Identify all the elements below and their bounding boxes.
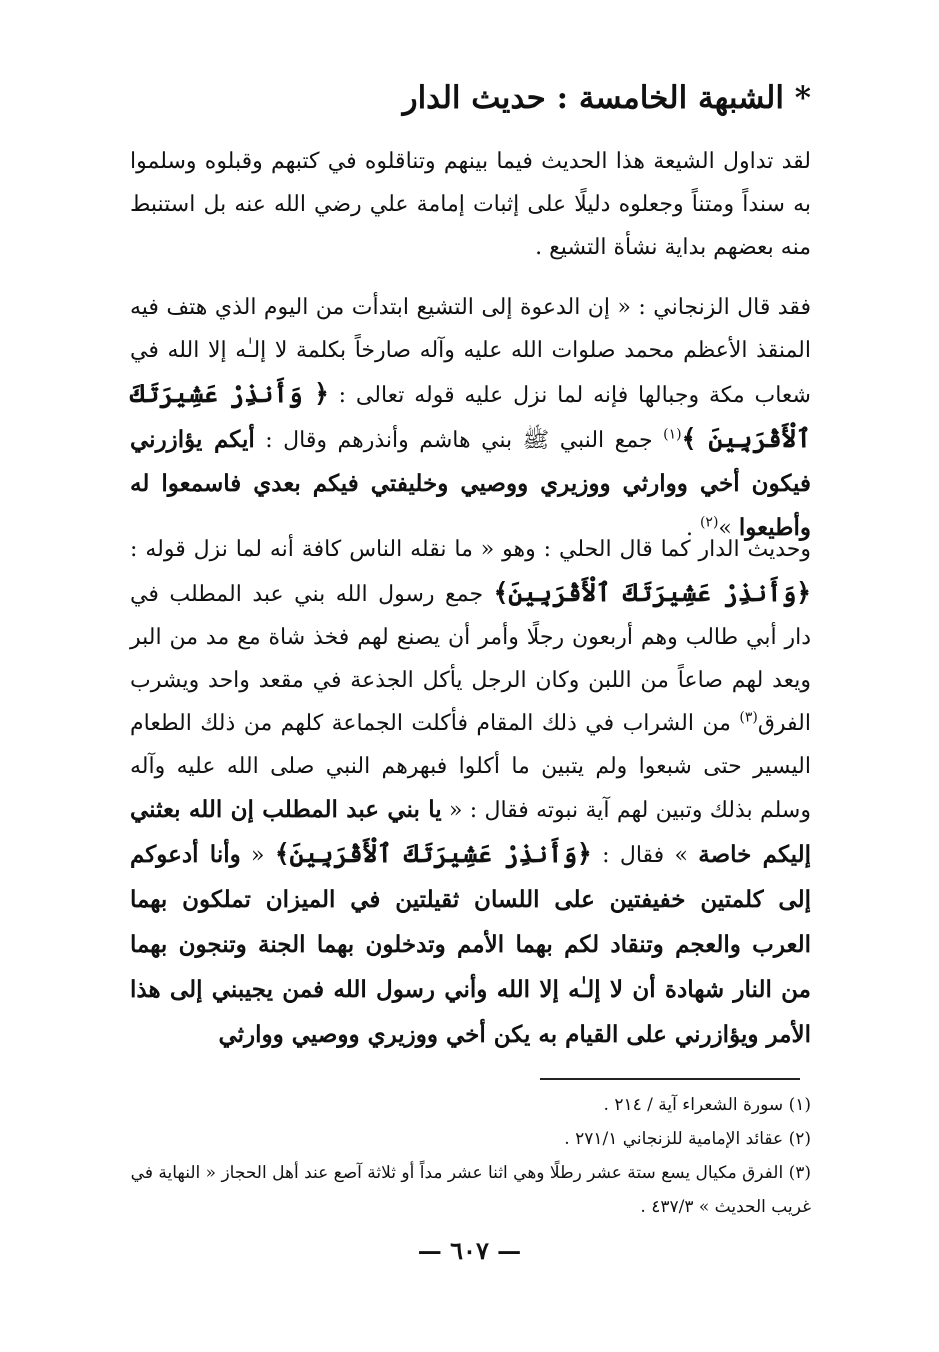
zanjani-text-1: فقد قال الزنجاني : « إن الدعوة إلى التشيع ابتدأت من اليوم الذي هتف فيه المنقذ الأعظم محمد صلوات الله عليه وآله صارخاً بكلمة لا إلـٰه إلا الله في شعاب مكة وجبالها فإنه لما نزل عليه قوله تعالى : xyxy=(130,295,812,408)
footnote-3: (٣) الفرق مكيال يسع ستة عشر رطلًا وهي اثنا عشر مداً أو ثلاثة آصع عند أهل الحجاز « النهاية في غريب الحديث » ٤٣٧/٣ . xyxy=(130,1163,811,1217)
quote-close: » xyxy=(718,516,732,541)
footnote-ref-1: (١) xyxy=(663,426,682,443)
footnote-ref-3: (٣) xyxy=(739,709,758,726)
quran-verse: ﴿وَأَنذِرْ عَشِيرَتَكَ ٱلْأَقْرَبِينَ﴾ xyxy=(274,839,592,868)
footnote-1: (١) سورة الشعراء آية / ٢١٤ . xyxy=(603,1095,811,1115)
hilli-text-1: وحديث الدار كما قال الحلي : وهو « ما نقله الناس كافة أنه لما نزل قوله : xyxy=(130,537,811,562)
hadith-quote-bold: يا بني عبد المطلب إن الله بعثني إليكم خاصة xyxy=(130,796,811,868)
paragraph-intro: لقد تداول الشيعة هذا الحديث فيما بينهم وتناقلوه في كتبهم وقبلوه وسلموا به سنداً ومتناً وجعلوه دليلًا على إثبات إمامة علي رضي الله عنه بل استنبط منه بعضهم بداية نشأة التشيع . xyxy=(130,149,811,260)
paragraph-zanjani xyxy=(130,286,811,550)
zanjani-text-2: جمع النبي ﷺ بني هاشم وأنذرهم وقال : xyxy=(265,428,653,453)
footnotes xyxy=(130,1088,811,1224)
hilli-text-2: جمع رسول الله بني عبد المطلب في دار أبي طالب وهم أربعون رجلًا وأمر أن يصنع لهم فخذ شاة مع مد من البر ويعد لهم صاعاً من اللبن وكان الرجل يأكل الجذعة في مقعد واحد ويشرب الفرق xyxy=(130,582,811,736)
quran-verse: ﴿ وَأَنذِرْ عَشِيرَتَكَ ٱلْأَقْرَبِينَ ﴾ xyxy=(130,379,811,453)
quran-verse: ﴿وَأَنذِرْ عَشِيرَتَكَ ٱلْأَقْرَبِينَ﴾ xyxy=(493,578,811,607)
hilli-text-4: » فقال : xyxy=(602,843,688,868)
hilli-text-3: من الشراب في ذلك المقام فأكلت الجماعة كلهم من ذلك الطعام اليسير حتى شبعوا ولم يتبين ما أكلوا فبهرهم النبي صلى الله عليه وآله وسلم بذلك وتبين لهم آية نبوته فقال : « xyxy=(130,711,811,823)
footnote-2: (٢) عقائد الإمامية للزنجاني ٢٧١/١ . xyxy=(564,1129,811,1149)
footnote-divider xyxy=(540,1078,800,1080)
page-number: — ٦٠٧ — xyxy=(417,1236,522,1265)
sentence-end: . xyxy=(685,516,693,541)
footnote-ref-2: (٢) xyxy=(699,514,719,531)
hadith-quote-bold: وأنا أدعوكم إلى كلمتين خفيفتين على اللسان ثقيلتين في الميزان تملكون بهما العرب والعجم وتنقاد لكم بهما الأمم وتدخلون بهما الجنة وتنجون بهما من النار شهادة أن لا إلـٰه إلا الله وأني رسول الله فمن يجيبني إلى هذا الأمر ويؤازرني على القيام به يكن أخي ووزيري ووصيي ووارثي xyxy=(130,841,811,1048)
hadith-quote-bold: أيكم يؤازرني فيكون أخي ووارثي ووزيري ووصيي وخليفتي فيكم بعدي فاسمعوا له وأطيعوا xyxy=(130,426,811,541)
quote-open: « xyxy=(251,843,265,868)
paragraph-hilli xyxy=(130,528,811,1057)
section-heading: * الشبهة الخامسة : حديث الدار xyxy=(402,80,811,116)
